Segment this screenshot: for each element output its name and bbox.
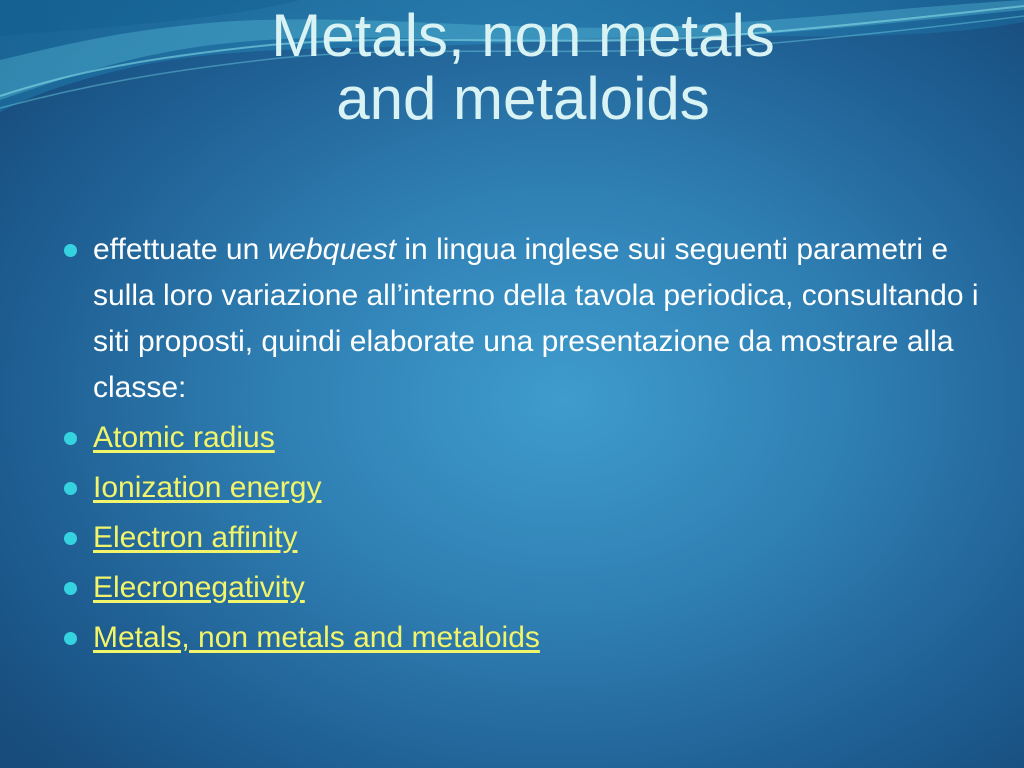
bullet-list [62,227,982,665]
link-atomic-radius[interactable]: Atomic radius [93,421,275,454]
slide-title-line-2: and metaloids [336,65,710,132]
bullet-dot-icon [64,632,77,645]
list-item-atomic-radius [62,415,982,461]
intro-emphasis: webquest [267,233,397,266]
bullet-dot-icon [64,582,77,595]
slide-title [0,4,1024,130]
intro-text-before: effettuate un [93,233,268,266]
bullet-dot-icon [64,482,77,495]
intro-text-after: in lingua inglese sui seguenti parametri e sulla loro variazione all’interno della tavola periodica, consultando i siti proposti, quindi elaborate una presentazione da mostrare alla classe: [93,233,979,404]
bullet-dot-icon [64,244,77,257]
list-item-metals [62,615,982,661]
list-item-electron-affinity [62,515,982,561]
bullet-dot-icon [64,532,77,545]
link-ionization-energy[interactable]: Ionization energy [93,471,322,504]
slide-title-line-1: Metals, non metals [271,2,775,69]
intro-bullet [62,227,982,411]
bullet-dot-icon [64,432,77,445]
link-metals-non-metals-metaloids[interactable]: Metals, non metals and metaloids [93,621,540,654]
link-electron-affinity[interactable]: Electron affinity [93,521,298,554]
list-item-electronegativity [62,565,982,611]
link-electronegativity[interactable]: Elecronegativity [93,571,305,604]
list-item-ionization-energy [62,465,982,511]
